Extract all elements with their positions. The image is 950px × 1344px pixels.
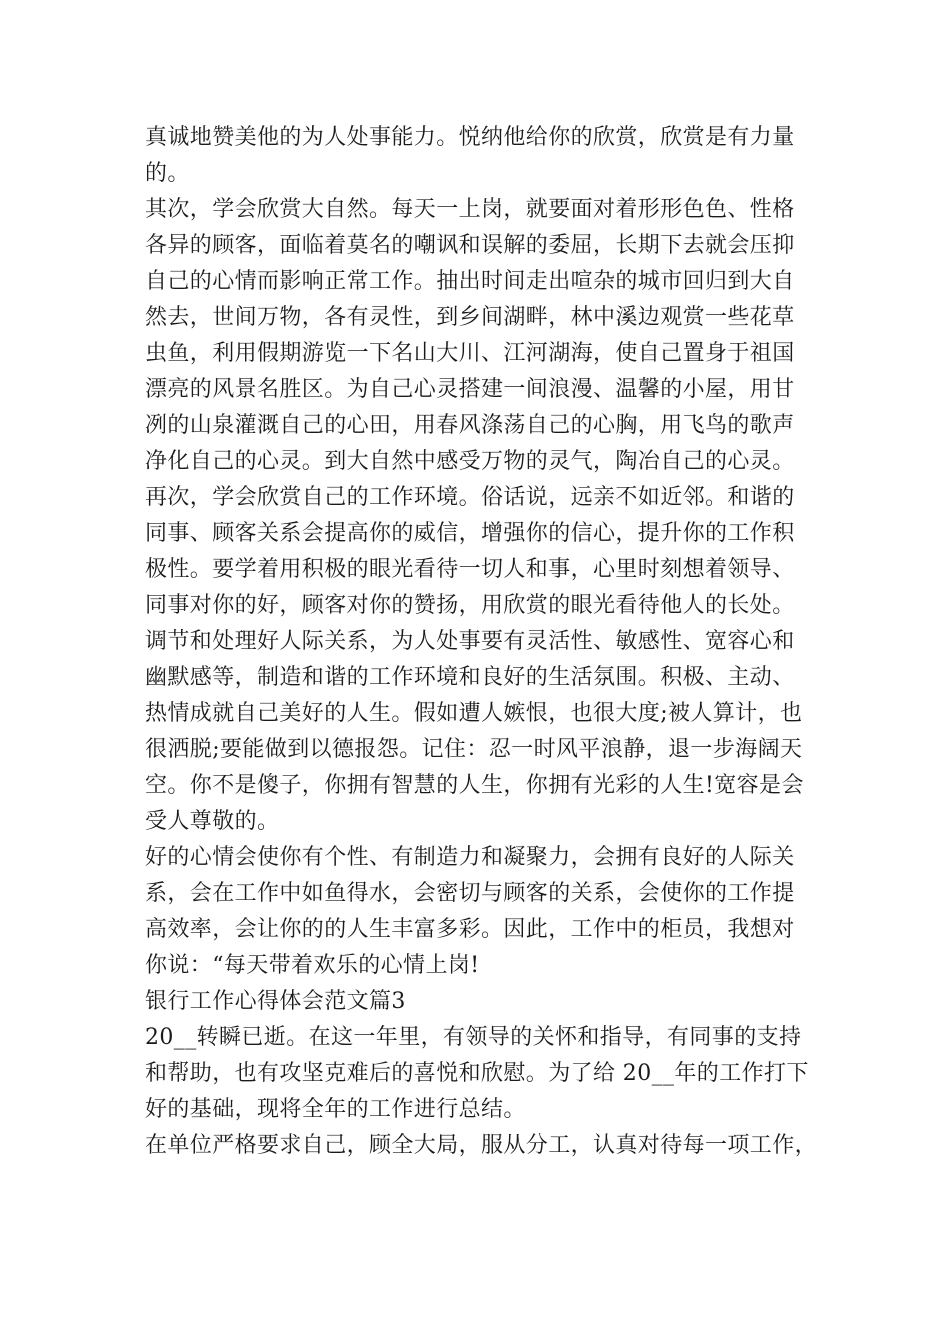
text-line: 在单位严格要求自己，顾全大局，服从分工，认真对待每一项工作， xyxy=(145,1133,818,1158)
text-line: 受人尊敬的。 xyxy=(145,809,280,834)
text-line: 真诚地赞美他的为人处事能力。悦纳他给你的欣赏，欣赏是有力量 xyxy=(145,125,795,150)
text-line: 同事对你的好，顾客对你的赞扬，用欣赏的眼光看待他人的长处。 xyxy=(145,593,795,618)
text-line: 幽默感等，制造和谐的工作环境和良好的生活氛围。积极、主动、 xyxy=(145,665,795,690)
text-line: 系，会在工作中如鱼得水，会密切与顾客的关系，会使你的工作提 xyxy=(145,881,795,906)
text-line: 空。你不是傻子，你拥有智慧的人生，你拥有光彩的人生!宽容是会 xyxy=(145,773,804,798)
text-line: 各异的顾客，面临着莫名的嘲讽和误解的委屈，长期下去就会压抑 xyxy=(145,233,795,258)
text-line: 好的基础，现将全年的工作进行总结。 xyxy=(145,1097,526,1122)
text-line: 然去，世间万物，各有灵性，到乡间湖畔，林中溪边观赏一些花草 xyxy=(145,305,795,330)
text-line: 好的心情会使你有个性、有制造力和凝聚力，会拥有良好的人际关 xyxy=(145,845,795,870)
text-line: 20__转瞬已逝。在这一年里，有领导的关怀和指导，有同事的支持 xyxy=(145,1025,802,1050)
text-line: 虫鱼，利用假期游览一下名山大川、江河湖海，使自己置身于祖国 xyxy=(145,341,795,366)
text-line: 很洒脱;要能做到以德报怨。记住：忍一时风平浪静，退一步海阔天 xyxy=(145,737,803,762)
text-line: 你说：“每天带着欢乐的心情上岗! xyxy=(145,953,480,978)
text-line: 冽的山泉灌溉自己的心田，用春风涤荡自己的心胸，用飞鸟的歌声 xyxy=(145,413,795,438)
text-line: 净化自己的心灵。到大自然中感受万物的灵气，陶冶自己的心灵。 xyxy=(145,449,795,474)
text-line: 的。 xyxy=(145,161,190,186)
text-line: 其次，学会欣赏大自然。每天一上岗，就要面对着形形色色、性格 xyxy=(145,197,795,222)
text-line: 漂亮的风景名胜区。为自己心灵搭建一间浪漫、温馨的小屋，用甘 xyxy=(145,377,795,402)
section-heading: 银行工作心得体会范文篇3 xyxy=(145,989,406,1014)
document-body xyxy=(145,120,845,1164)
text-line: 热情成就自己美好的人生。假如遭人嫉恨，也很大度;被人算计，也 xyxy=(145,701,803,726)
text-line: 再次，学会欣赏自己的工作环境。俗话说，远亲不如近邻。和谐的 xyxy=(145,485,795,510)
text-line: 同事、顾客关系会提高你的威信，增强你的信心，提升你的工作积 xyxy=(145,521,795,546)
text-line: 自己的心情而影响正常工作。抽出时间走出喧杂的城市回归到大自 xyxy=(145,269,795,294)
text-line: 高效率，会让你的的人生丰富多彩。因此，工作中的柜员，我想对 xyxy=(145,917,795,942)
text-line: 调节和处理好人际关系，为人处事要有灵活性、敏感性、宽容心和 xyxy=(145,629,795,654)
text-line: 极性。要学着用积极的眼光看待一切人和事，心里时刻想着领导、 xyxy=(145,557,795,582)
text-line: 和帮助，也有攻坚克难后的喜悦和欣慰。为了给 20__年的工作打下 xyxy=(145,1061,809,1086)
